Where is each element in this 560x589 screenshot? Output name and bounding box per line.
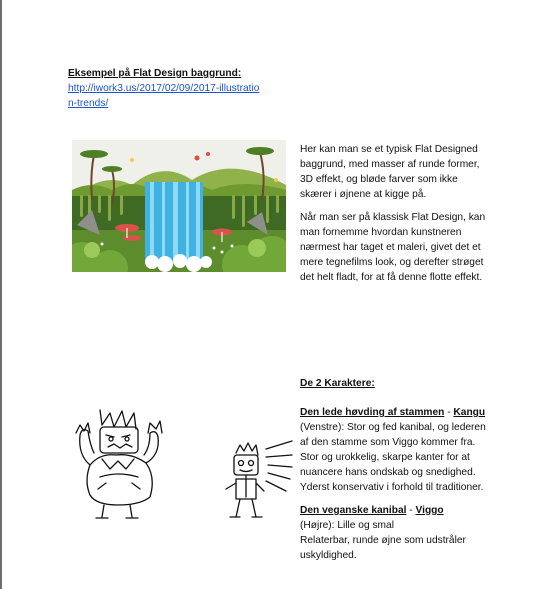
source-link[interactable] <box>68 81 259 111</box>
character-line: Yderst konservativ i forhold til traditioner. <box>300 482 484 493</box>
character-kangu <box>300 405 486 495</box>
page-left-border <box>0 0 2 589</box>
character-line: Relaterbar, runde øjne som udstråler <box>300 535 466 546</box>
intro-line: baggrund, med masser af runde former, <box>300 159 480 170</box>
intro-line: mere tegnefilms look, og derefter strøget <box>300 257 484 268</box>
intro-line: skærer i øjnene at kigge på. <box>300 189 427 200</box>
character-name: Viggo <box>415 505 444 516</box>
intro-line: nærmest har taget et maleri, givet det et <box>300 242 481 253</box>
character-line: Stor og urokkelig, skarpe kanter for at <box>300 452 470 463</box>
character-line: nuancere hans ondskab og snedighed. <box>300 467 476 478</box>
intro-paragraph-2 <box>300 210 485 285</box>
character-viggo <box>300 503 466 563</box>
intro-paragraph-1 <box>300 142 480 202</box>
characters-heading: De 2 Karaktere: <box>300 378 375 389</box>
character-title: Den veganske kanibal <box>300 505 407 516</box>
intro-line: Her kan man se et typisk Flat Designed <box>300 144 478 155</box>
character-title: Den lede høvding af stammen <box>300 407 445 418</box>
character-line: uskyldighed. <box>300 550 357 561</box>
cannibal-characters-sketch <box>70 405 295 525</box>
character-name: Kangu <box>453 407 486 418</box>
intro-line: det helt fladt, for at få denne flotte effekt. <box>300 272 483 283</box>
section-heading: Eksempel på Flat Design baggrund: <box>68 68 242 79</box>
source-link-line1[interactable]: http://iwork3.us/2017/02/09/2017-illustratio <box>68 83 260 94</box>
jungle-waterfall-illustration <box>72 140 286 272</box>
title-dash: - <box>444 407 454 418</box>
intro-line: Når man ser på klassisk Flat Design, kan <box>300 212 486 223</box>
character-line: (Højre): Lille og smal <box>300 520 394 531</box>
character-line: (Venstre): Stor og fed kanibal, og lederen <box>300 422 486 433</box>
character-line: af den stamme som Viggo kommer fra. <box>300 437 476 448</box>
source-link-line2[interactable]: n-trends/ <box>68 98 109 109</box>
title-dash: - <box>406 505 416 516</box>
intro-line: man fornemme hvordan kunstneren <box>300 227 462 238</box>
intro-line: 3D effekt, og bløde farver som ikke <box>300 174 458 185</box>
